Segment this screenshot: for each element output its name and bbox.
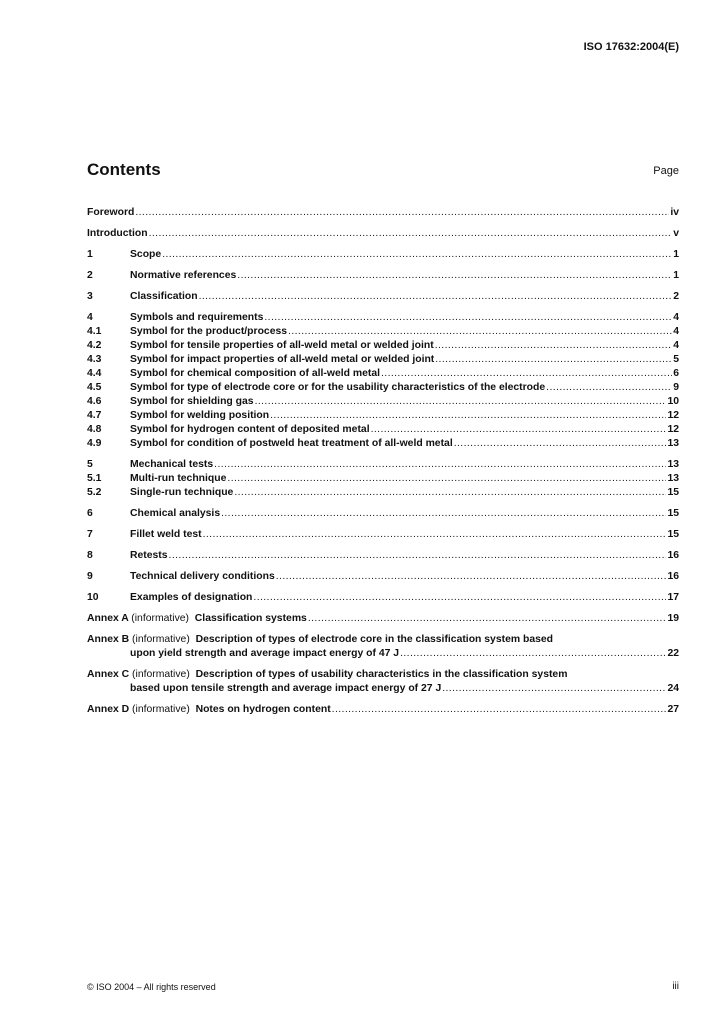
section-number: 1: [87, 249, 93, 260]
dot-leader: [381, 367, 672, 381]
toc-entry-page: v: [673, 228, 679, 239]
copyright-notice: © ISO 2004 – All rights reserved: [87, 982, 216, 992]
toc-entry-subsection[interactable]: [87, 395, 679, 409]
dot-leader: [234, 486, 666, 500]
toc-entry-title-line2: upon yield strength and average impact energy of 47 J: [130, 648, 400, 659]
toc-entry-page: 12: [667, 424, 679, 435]
toc-entry-annex-b[interactable]: [87, 633, 679, 661]
toc-entry-title: Symbol for shielding gas: [130, 396, 254, 407]
toc-entry-page: 1: [673, 249, 679, 260]
annex-label: Annex D: [87, 704, 130, 715]
toc-entry-title: Foreword: [87, 207, 135, 218]
toc-entry-section[interactable]: [87, 507, 679, 521]
toc-entry-page: 15: [667, 529, 679, 540]
section-number: 5.2: [87, 487, 102, 498]
section-number: 3: [87, 291, 93, 302]
toc-entry-page: 9: [673, 382, 679, 393]
toc-entry-section[interactable]: [87, 549, 679, 563]
page-column-label: Page: [653, 165, 679, 177]
dot-leader: [442, 682, 666, 696]
section-number: 4.9: [87, 438, 102, 449]
toc-entry-subsection[interactable]: [87, 486, 679, 500]
section-number: 4.1: [87, 326, 102, 337]
toc-entry-page: 15: [667, 508, 679, 519]
toc-entry-title: Symbol for the product/process: [130, 326, 288, 337]
toc-entry-section[interactable]: [87, 591, 679, 605]
toc-entry-title: Symbol for impact properties of all-weld metal or welded joint: [130, 354, 435, 365]
annex-label: Annex B: [87, 634, 130, 645]
dot-leader: [435, 353, 672, 367]
dot-leader: [253, 591, 666, 605]
toc-entry-page: 4: [673, 326, 679, 337]
toc-entry-page: 15: [667, 487, 679, 498]
annex-prefix: [87, 703, 196, 717]
toc-entry-subsection[interactable]: [87, 381, 679, 395]
dot-leader: [435, 339, 673, 353]
toc-entry-title: Normative references: [130, 270, 237, 281]
dot-leader: [276, 570, 667, 584]
toc-entry-section[interactable]: [87, 311, 679, 325]
dot-leader: [214, 458, 666, 472]
toc-entry-title: Single-run technique: [130, 487, 234, 498]
toc-entry-page: 10: [667, 396, 679, 407]
contents-heading: Contents: [87, 160, 161, 179]
toc-entry-page: 5: [673, 354, 679, 365]
page-number: iii: [672, 981, 679, 992]
toc-entry-title: Symbol for condition of postweld heat treatment of all-weld metal: [130, 438, 453, 449]
dot-leader: [227, 472, 666, 486]
section-number: 4.2: [87, 340, 102, 351]
toc-entry-page: 12: [667, 410, 679, 421]
annex-informative-tag: (informative): [132, 669, 190, 680]
toc-entry-subsection[interactable]: [87, 339, 679, 353]
document-id: ISO 17632:2004(E): [583, 41, 679, 53]
toc-entry-subsection[interactable]: [87, 325, 679, 339]
toc-entry-annex-c[interactable]: [87, 668, 679, 696]
dot-leader: [221, 507, 666, 521]
toc-entry-page: 19: [667, 613, 679, 624]
section-number: 5: [87, 459, 93, 470]
toc-entry-title: Scope: [130, 249, 162, 260]
annex-informative-tag: (informative): [131, 613, 190, 624]
dot-leader: [454, 437, 667, 451]
dot-leader: [546, 381, 672, 395]
annex-informative-tag: (informative): [132, 634, 190, 645]
toc-entry-title: Chemical analysis: [130, 508, 221, 519]
toc-entry-title-line1: Description of types of electrode core in the classification system based: [195, 634, 554, 645]
section-number: 4.7: [87, 410, 102, 421]
toc-entry-title: Introduction: [87, 228, 148, 239]
section-number: 4.6: [87, 396, 102, 407]
toc-entry-title: Symbol for welding position: [130, 410, 270, 421]
dot-leader: [371, 423, 667, 437]
table-of-contents: [87, 206, 679, 717]
dot-leader: [332, 703, 667, 717]
annex-label: Annex A: [87, 613, 129, 624]
toc-entry-page: 16: [667, 571, 679, 582]
dot-leader: [149, 227, 673, 241]
section-number: 4.3: [87, 354, 102, 365]
toc-entry-title-line1: Description of types of usability characteristics in the classification system: [195, 669, 568, 680]
toc-entry-title: Technical delivery conditions: [130, 571, 275, 582]
toc-entry-page: 2: [673, 291, 679, 302]
toc-entry-title-line2: based upon tensile strength and average impact energy of 27 J: [130, 683, 442, 694]
toc-entry-subsection[interactable]: [87, 409, 679, 423]
toc-entry-annex-d[interactable]: [87, 703, 679, 717]
dot-leader: [199, 290, 673, 304]
section-number: 6: [87, 508, 93, 519]
toc-entry-title: Symbol for type of electrode core or for the usability characteristics of the electrode: [130, 382, 546, 393]
toc-entry-section[interactable]: [87, 528, 679, 542]
toc-entry-title: Fillet weld test: [130, 529, 202, 540]
toc-entry-subsection[interactable]: [87, 353, 679, 367]
toc-entry-page: iv: [670, 207, 679, 218]
dot-leader: [237, 269, 672, 283]
dot-leader: [270, 409, 666, 423]
toc-entry-title: Multi-run technique: [130, 473, 227, 484]
toc-entry-title: Symbols and requirements: [130, 312, 264, 323]
toc-entry-title: Symbol for chemical composition of all-weld metal: [130, 368, 380, 379]
toc-entry-title: Symbol for tensile properties of all-weld metal or welded joint: [130, 340, 434, 351]
toc-entry-section[interactable]: [87, 269, 679, 283]
section-number: 4.8: [87, 424, 102, 435]
toc-entry-page: 4: [673, 340, 679, 351]
dot-leader: [400, 647, 666, 661]
toc-entry-section[interactable]: [87, 248, 679, 262]
dot-leader: [169, 549, 667, 563]
toc-entry-page: 27: [667, 704, 679, 715]
toc-entry-subsection[interactable]: [87, 423, 679, 437]
dot-leader: [135, 206, 669, 220]
annex-prefix: [87, 612, 195, 626]
toc-entry-page: 17: [667, 592, 679, 603]
section-number: 2: [87, 270, 93, 281]
toc-entry-title: Classification: [130, 291, 198, 302]
dot-leader: [255, 395, 667, 409]
toc-entry-title: Symbol for hydrogen content of deposited metal: [130, 424, 370, 435]
toc-entry-annex-a[interactable]: [87, 612, 679, 626]
toc-entry-section[interactable]: [87, 458, 679, 472]
section-number: 4.4: [87, 368, 102, 379]
toc-entry-page: 6: [673, 368, 679, 379]
toc-entry-title: Notes on hydrogen content: [195, 704, 331, 715]
toc-entry-page: 24: [667, 683, 679, 694]
toc-entry-subsection[interactable]: [87, 437, 679, 451]
section-number: 8: [87, 550, 93, 561]
toc-entry-page: 13: [667, 459, 679, 470]
toc-entry-section[interactable]: [87, 290, 679, 304]
toc-entry-page: 16: [667, 550, 679, 561]
toc-entry-title: Classification systems: [194, 613, 307, 624]
toc-entry-page: 22: [667, 648, 679, 659]
section-number: 10: [87, 592, 99, 603]
toc-entry-title: Mechanical tests: [130, 459, 214, 470]
section-number: 9: [87, 571, 93, 582]
section-number: 5.1: [87, 473, 102, 484]
toc-entry-page: 13: [667, 473, 679, 484]
annex-label: Annex C: [87, 669, 130, 680]
dot-leader: [162, 248, 672, 262]
section-number: 7: [87, 529, 93, 540]
dot-leader: [288, 325, 672, 339]
toc-entry-subsection[interactable]: [87, 472, 679, 486]
toc-entry-title: Retests: [130, 550, 168, 561]
toc-entry-section[interactable]: [87, 570, 679, 584]
annex-informative-tag: (informative): [132, 704, 190, 715]
dot-leader: [308, 612, 667, 626]
toc-entry-foreword[interactable]: [87, 206, 679, 220]
dot-leader: [203, 528, 667, 542]
toc-entry-page: 4: [673, 312, 679, 323]
toc-entry-title: Examples of designation: [130, 592, 253, 603]
toc-entry-subsection[interactable]: [87, 367, 679, 381]
dot-leader: [264, 311, 672, 325]
toc-entry-page: 13: [667, 438, 679, 449]
toc-entry-page: 1: [673, 270, 679, 281]
toc-entry-introduction[interactable]: [87, 227, 679, 241]
section-number: 4.5: [87, 382, 102, 393]
section-number: 4: [87, 312, 93, 323]
